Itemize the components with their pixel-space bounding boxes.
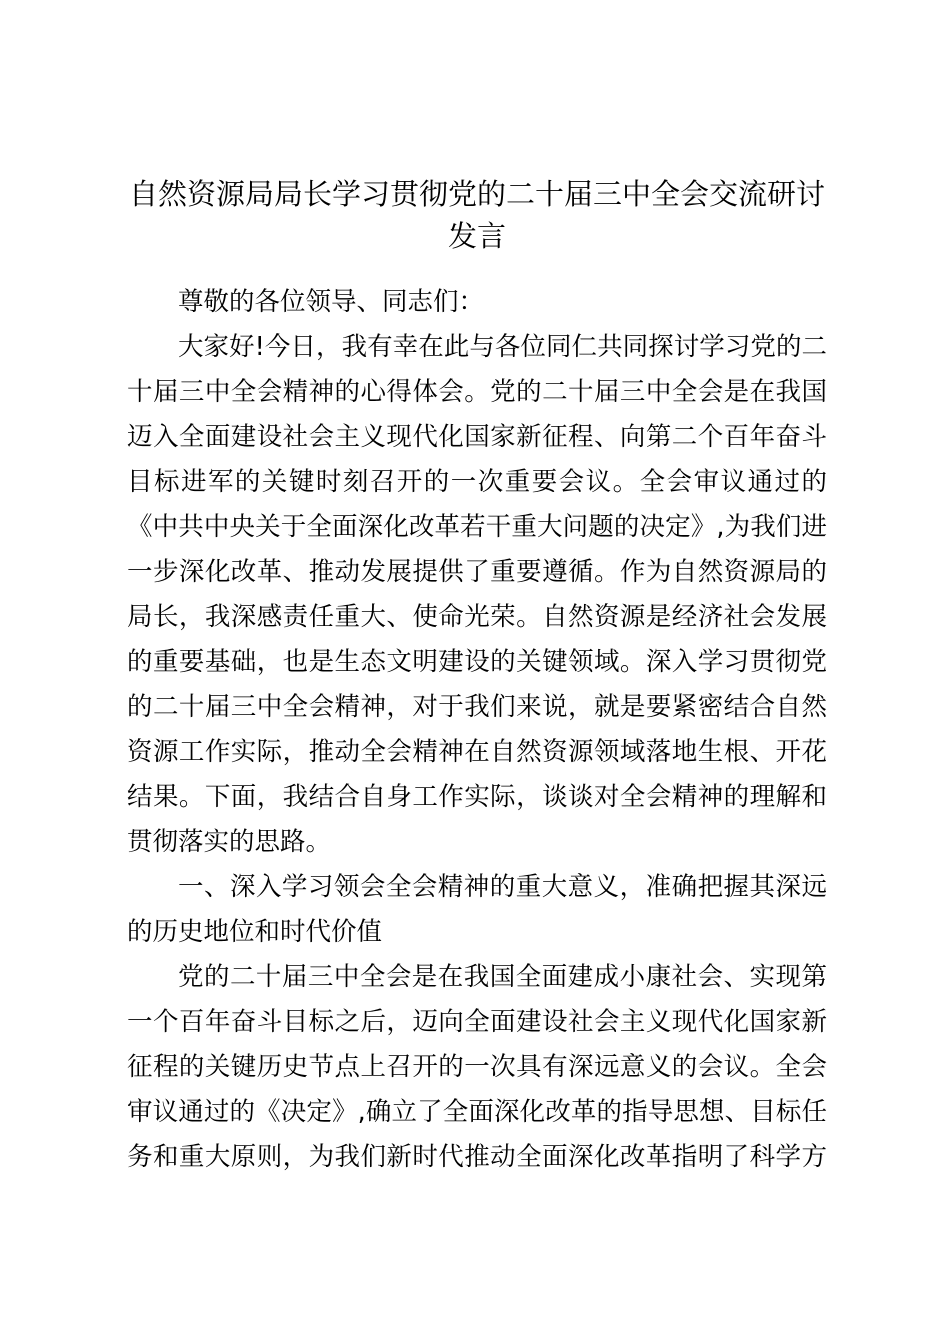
- paragraph-line: 目标进军的关键时刻召开的一次重要会议。全会审议通过的: [127, 467, 827, 497]
- salutation: [127, 280, 827, 325]
- document-body: [127, 280, 827, 1180]
- paragraph-line: 一步深化改革、推动发展提供了重要遵循。作为自然资源局的: [127, 557, 827, 587]
- paragraph-1: [127, 325, 827, 865]
- paragraph-line: 大家好!今日，我有幸在此与各位同仁共同探讨学习党的二: [178, 332, 827, 362]
- paragraph-line: 迈入全面建设社会主义现代化国家新征程、向第二个百年奋斗: [127, 422, 827, 452]
- paragraph-line: 党的二十届三中全会是在我国全面建成小康社会、实现第: [178, 962, 827, 992]
- paragraph-line: 一个百年奋斗目标之后，迈向全面建设社会主义现代化国家新: [127, 1007, 827, 1037]
- paragraph-line: 局长，我深感责任重大、使命光荣。自然资源是经济社会发展: [127, 602, 827, 632]
- paragraph-line: 征程的关键历史节点上召开的一次具有深远意义的会议。全会: [127, 1052, 827, 1082]
- document-title: [124, 173, 830, 257]
- paragraph-line: 贯彻落实的思路。: [127, 827, 332, 857]
- paragraph-line: 的重要基础，也是生态文明建设的关键领域。深入学习贯彻党: [127, 647, 827, 677]
- paragraph-2: [127, 955, 827, 1180]
- salutation-line: 尊敬的各位领导、同志们：: [178, 287, 485, 317]
- paragraph-line: 审议通过的《决定》,确立了全面深化改革的指导思想、目标任: [127, 1097, 827, 1127]
- paragraph-line: 结果。下面，我结合自身工作实际，谈谈对全会精神的理解和: [127, 782, 827, 812]
- paragraph-line: 资源工作实际，推动全会精神在自然资源领域落地生根、开花: [127, 737, 827, 767]
- paragraph-line: 十届三中全会精神的心得体会。党的二十届三中全会是在我国: [127, 377, 827, 407]
- paragraph-line: 务和重大原则，为我们新时代推动全面深化改革指明了科学方: [127, 1142, 827, 1172]
- title-line-2: 发言: [447, 219, 506, 253]
- section-heading-1: [127, 865, 827, 955]
- heading-line: 一、深入学习领会全会精神的重大意义，准确把握其深远: [178, 872, 827, 902]
- title-line-1: 自然资源局局长学习贯彻党的二十届三中全会交流研讨: [128, 177, 825, 211]
- heading-line: 的历史地位和时代价值: [127, 917, 383, 947]
- paragraph-line: 的二十届三中全会精神，对于我们来说，就是要紧密结合自然: [127, 692, 827, 722]
- paragraph-line: 《中共中央关于全面深化改革若干重大问题的决定》,为我们进: [127, 512, 827, 542]
